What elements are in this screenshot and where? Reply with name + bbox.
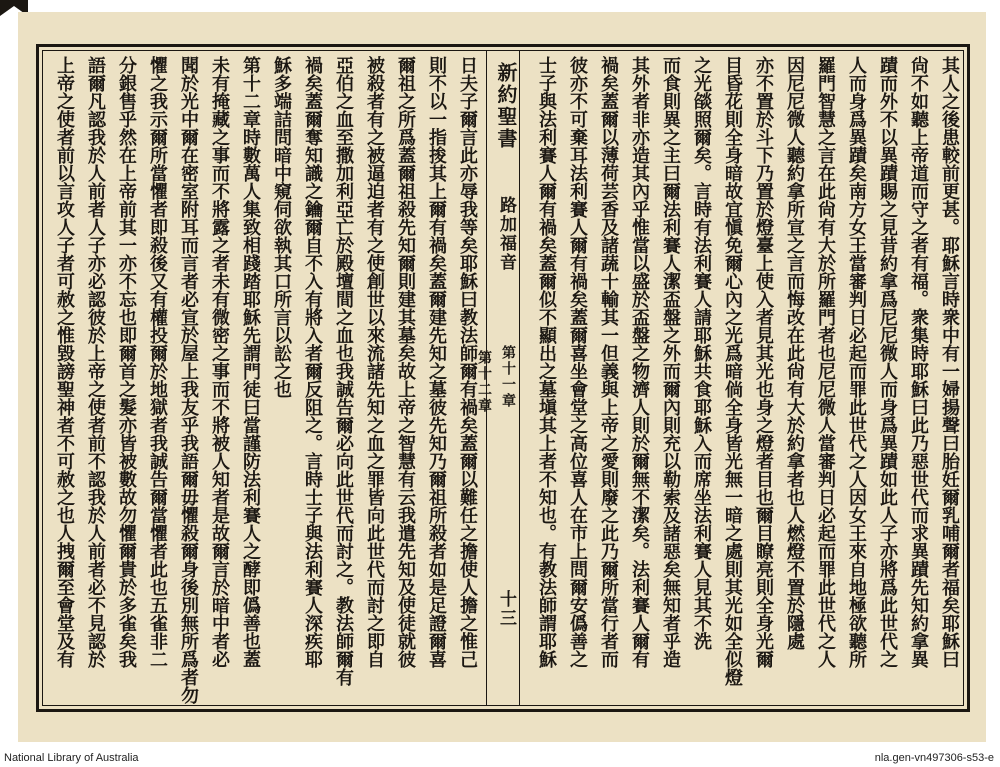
text-column: 則不以一指捘其上爾有禍矣蓋爾建先知之墓彼先知乃爾祖所殺者如是足證爾喜: [426, 56, 447, 668]
text-column: 穌多端詰問暗中窺伺欲執其口所言以訟之也: [271, 56, 292, 398]
page-number: 十三: [496, 590, 516, 628]
text-column: 而食則異之主曰爾法利賽人潔盃盤之外而爾內則充以勒索及諸惡矣無知者乎造: [660, 56, 681, 668]
book-title: 新約聖書: [494, 62, 518, 150]
chapter-label-left: 第十二章: [476, 350, 492, 414]
text-column: 因尼尼微人聽約拿所宣之言而悔改在此尙有大於約拿者也人燃燈不置於隱處: [784, 56, 805, 650]
text-column: 尙不如聽上帝道而守之者有福。衆集時耶穌曰此乃惡世代而求異蹟先知約拿異: [908, 56, 929, 668]
text-column: 亞伯之血至撒加利亞亡於殿壇間之血也我誠告爾必向此世代而討之。教法師爾有: [333, 56, 354, 686]
text-column: 彼亦不可棄耳法利賽人爾有禍矣蓋爾喜坐會堂之高位喜人在市上問爾安僞善之: [567, 56, 588, 668]
text-column: 被殺者有之被逼迫者有之使創世以來流諸先知之血之罪皆向此世代而討之即自: [364, 56, 385, 668]
text-column: 未有掩藏之事而不將露之者未有微密之事而不將被人知者是故爾言於暗中者必: [209, 56, 230, 668]
text-column: 懼之我示爾所當懼者即殺後又有權投爾於地獄者我誠告爾當懼者此也五雀非二: [147, 56, 168, 668]
text-column: 人而身爲異蹟矣南方女王當審判日必起而罪此世代之人因女王來自地極欲聽所: [846, 56, 867, 668]
text-column: 聞於光中爾在密室附耳而言者必宣於屋上我友乎我語爾毋懼殺爾身後別無所爲者勿: [178, 56, 199, 704]
text-column: 禍矣蓋爾奪知識之鑰爾自不入有將入者爾反阻之。言時士子與法利賽人深疾耶: [302, 56, 323, 668]
text-column: 日夫子爾言此亦辱我等矣耶穌曰教法師爾有禍矣蓋爾以難任之擔使人擔之惟己: [457, 56, 478, 668]
text-column: 蹟而外不以異蹟賜之見昔約拿爲尼尼微人而身爲異蹟如此人子亦將爲此世代之: [877, 56, 898, 668]
text-column: 亦不置於斗下乃置於燈臺上使入者見其光也身之燈者目也爾目瞭亮則全身光爾: [753, 56, 774, 668]
text-column: 爾祖之所爲蓋爾祖殺先知爾則建其墓矣故上帝之智慧有云我遣先知及使徒就彼: [395, 56, 416, 668]
text-column: 目昏花則全身暗故宜愼免爾心內之光爲暗倘全身皆光無一暗之處則其光如全似燈: [722, 56, 743, 686]
gospel-title: 路加福音: [496, 196, 516, 272]
library-credit: National Library of Australia: [4, 752, 139, 764]
text-column: 分銀售乎然在上帝前其一亦不忘也即爾首之髮亦皆被數故勿懼爾貴於多雀矣我: [116, 56, 137, 668]
text-column: 語爾凡認我於人前者人子亦必認彼於上帝之使者前不認我於人前者必不見認於: [85, 56, 106, 668]
text-column: 之光燄照爾矣。言時有法利賽人請耶穌共食耶穌入而席坐法利賽人見其不洗: [691, 56, 712, 650]
text-column: 其人之後患較前更甚。耶穌言時衆中有一婦揚聲曰胎妊爾乳哺爾者福矣耶穌曰: [939, 56, 960, 668]
text-column: 禍矣蓋爾以薄荷芸香及諸蔬十輸其一但義與上帝之愛則廢之此乃爾所當行者而: [598, 56, 619, 668]
text-column: 其外者非亦造其內乎惟當以盛於盃盤之物濟人則於爾無不潔矣。法利賽人爾有: [629, 56, 650, 668]
text-column: 第十二章時數萬人集致相踐踏耶穌先謂門徒曰當謹防法利賽人之酵即僞善也蓋: [240, 56, 261, 668]
image-identifier: nla.gen-vn497306-s53-e: [874, 752, 994, 764]
chapter-label-right: 第十一章: [500, 345, 516, 409]
text-column: 羅門智慧之言在此尙有大於所羅門者也尼尼微人當審判日必起而罪此世代之人: [815, 56, 836, 668]
text-column: 士子與法利賽人爾有禍矣蓋爾似不顯出之墓塡其上者不知也。有教法師謂耶穌: [536, 56, 557, 668]
text-column: 上帝之使者前以言攻人子者可赦之惟毀謗聖神者不可赦之也人拽爾至會堂及有: [54, 56, 75, 668]
